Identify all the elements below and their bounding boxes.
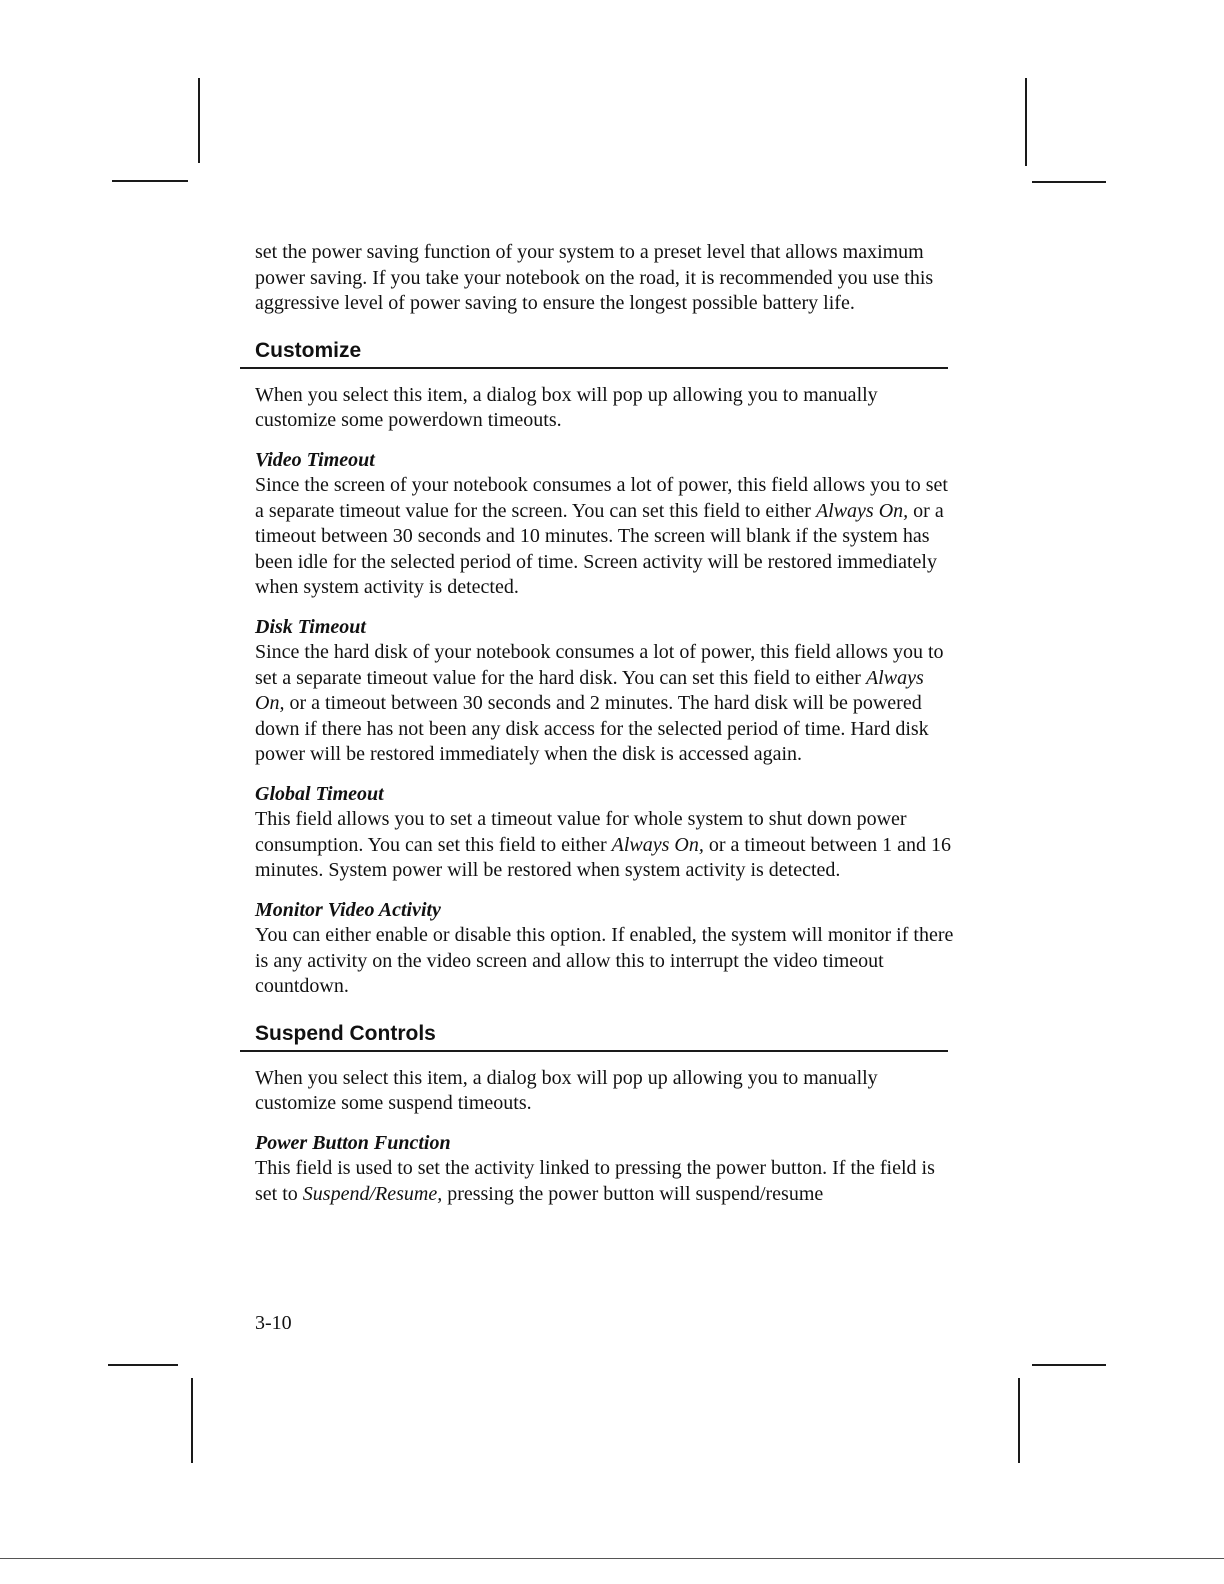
crop-mark-bottom-left-horizontal xyxy=(108,1364,178,1366)
crop-mark-top-left-horizontal xyxy=(112,180,188,182)
crop-mark-bottom-right-vertical xyxy=(1018,1378,1020,1463)
global-timeout-heading: Global Timeout xyxy=(255,782,384,805)
crop-mark-top-left-vertical xyxy=(198,78,200,163)
disk-timeout-heading: Disk Timeout xyxy=(255,615,366,638)
disk-timeout-description: Since the hard disk of your notebook consumes a lot of power, this field allows you to set a separate timeout value for the hard disk. You can set this field to either Always On, or a timeout between 30 seconds and 2 minutes. The hard disk will be powered down if there has not been any disk access for the selected period of time. Hard disk power will be restored immediately when the disk is accessed again. xyxy=(255,641,944,765)
disk-timeout-option: Always On, xyxy=(255,666,924,714)
power-button-function-heading: Power Button Function xyxy=(255,1131,451,1154)
global-timeout-description: This field allows you to set a timeout value for whole system to shut down power consumption. You can set this field to either Always On, or a timeout between 1 and 16 minutes. System power will be restored when system activity is detected. xyxy=(255,808,952,881)
page-content xyxy=(255,240,955,1207)
monitor-video-activity-heading: Monitor Video Activity xyxy=(255,898,441,921)
scan-bottom-edge-line xyxy=(0,1558,1224,1559)
crop-mark-top-right-horizontal xyxy=(1032,181,1106,183)
customize-heading-rule xyxy=(240,367,948,369)
customize-section-header xyxy=(255,337,955,369)
page-number: 3-10 xyxy=(255,1312,292,1334)
global-timeout-option: Always On, xyxy=(611,833,704,856)
monitor-video-activity-description: You can either enable or disable this option. If enabled, the system will monitor if there is any activity on the video screen and allow this to interrupt the video timeout countdown. xyxy=(255,924,954,997)
customize-description: When you select this item, a dialog box will pop up allowing you to manually customize some powerdown timeouts. xyxy=(255,383,878,431)
suspend-controls-section-header xyxy=(255,1020,955,1052)
video-timeout-description: Since the screen of your notebook consumes a lot of power, this field allows you to set a separate timeout value for the screen. You can set this field to either Always On, or a timeout between 30 seconds and 10 minutes. The screen will blank if the system has been idle for the selected period of time. Screen activity will be restored immediately when system activity is detected. xyxy=(255,474,948,598)
suspend-controls-heading: Suspend Controls xyxy=(255,1021,436,1045)
video-timeout-heading: Video Timeout xyxy=(255,448,375,471)
intro-paragraph: set the power saving function of your system to a preset level that allows maximum power saving. If you take your notebook on the road, it is recommended you use this aggressive level of power saving to ensure the longest possible battery life. xyxy=(255,241,934,314)
power-button-function-option: Suspend/Resume, xyxy=(302,1182,443,1205)
suspend-controls-heading-rule xyxy=(240,1050,948,1052)
crop-mark-bottom-right-horizontal xyxy=(1032,1364,1106,1366)
video-timeout-option: Always On, xyxy=(815,499,909,522)
crop-mark-top-right-vertical xyxy=(1025,78,1027,166)
customize-heading: Customize xyxy=(255,338,362,362)
suspend-controls-description: When you select this item, a dialog box will pop up allowing you to manually customize some suspend timeouts. xyxy=(255,1066,878,1114)
power-button-function-description: This field is used to set the activity linked to pressing the power button. If the field is set to Suspend/Resume, pressing the power button will suspend/resume xyxy=(255,1157,935,1205)
crop-mark-bottom-left-vertical xyxy=(191,1378,193,1463)
